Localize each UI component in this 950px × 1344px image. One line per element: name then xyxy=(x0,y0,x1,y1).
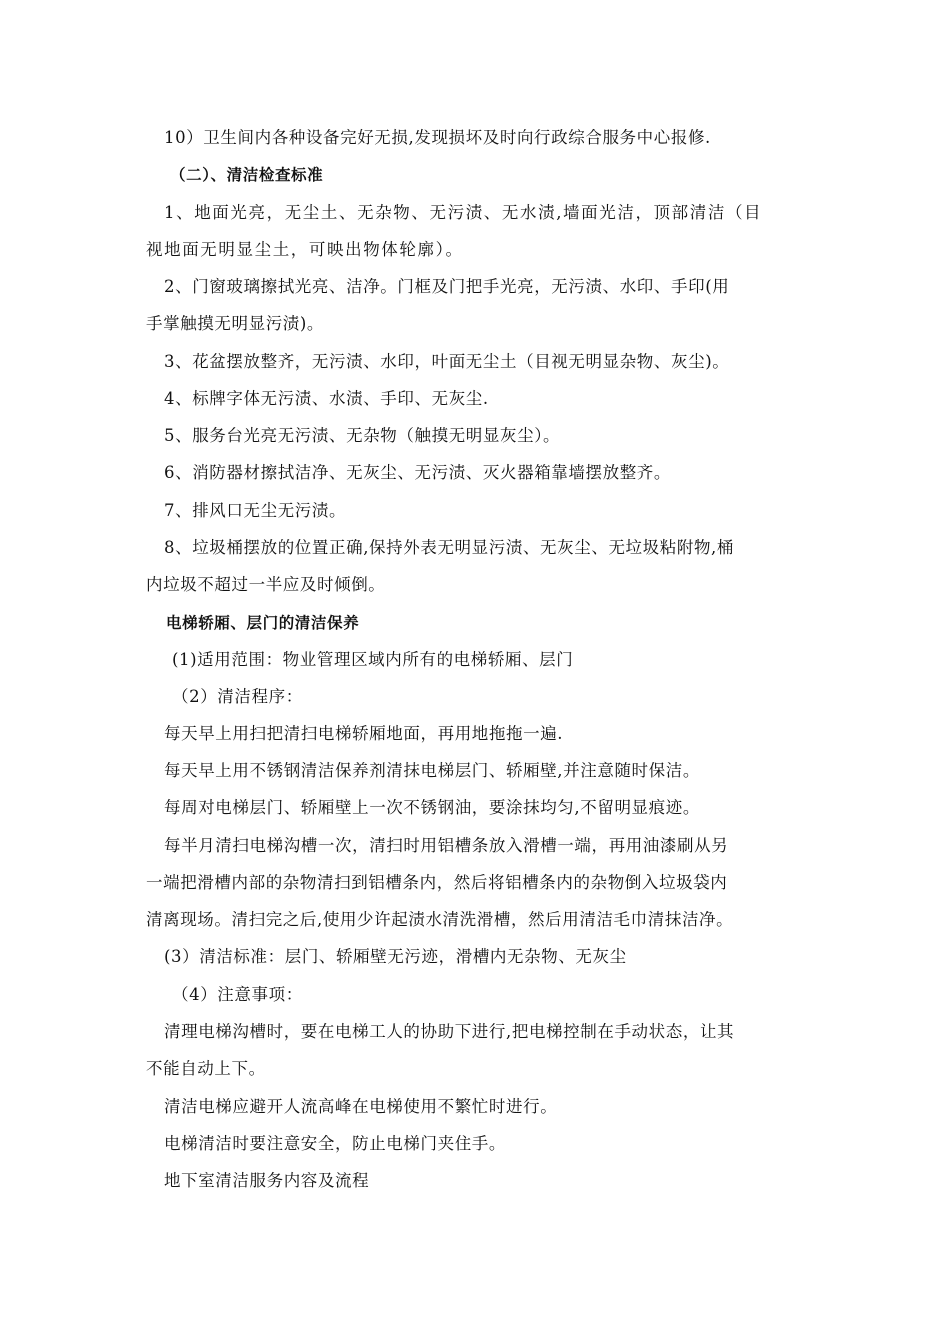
note-groove-line-1: 清理电梯沟槽时，要在电梯工人的协助下进行,把电梯控制在手动状态，让其 xyxy=(164,1022,735,1041)
standard-8-line-1: 8、垃圾桶摆放的位置正确,保持外表无明显污渍、无灰尘、无垃圾粘附物,桶 xyxy=(164,538,734,557)
note-safety: 电梯清洁时要注意安全，防止电梯门夹住手。 xyxy=(164,1134,506,1153)
standard-2-line-2: 手掌触摸无明显污渍)。 xyxy=(146,314,325,333)
standard-2-line-1: 2、门窗玻璃擦拭光亮、洁净。门框及门把手光亮，无污渍、水印、手印(用 xyxy=(164,277,730,296)
note-avoid-peak: 清洁电梯应避开人流高峰在电梯使用不繁忙时进行。 xyxy=(164,1097,558,1116)
item-10-text: 10）卫生间内各种设备完好无损,发现损坏及时向行政综合服务中心报修. xyxy=(164,128,711,147)
standard-4: 4、标牌字体无污渍、水渍、手印、无灰尘. xyxy=(164,389,489,408)
basement-heading: 地下室清洁服务内容及流程 xyxy=(164,1171,370,1190)
procedure-halfmonth-line-1: 每半月清扫电梯沟槽一次，清扫时用铝槽条放入滑槽一端，再用油漆刷从另 xyxy=(164,836,729,855)
section-heading-elevator: 电梯轿厢、层门的清洁保养 xyxy=(166,614,360,632)
standard-6: 6、消防器材擦拭洁净、无灰尘、无污渍、灭火器箱靠墙摆放整齐。 xyxy=(164,463,671,482)
standard-8-line-2: 内垃圾不超过一半应及时倾倒。 xyxy=(146,575,386,594)
elevator-cleaning-standard: (3）清洁标准：层门、轿厢壁无污迹，滑槽内无杂物、无灰尘 xyxy=(164,947,627,966)
standard-1-line-2: 视地面无明显尘土，可映出物体轮廓）。 xyxy=(146,240,464,259)
standard-7: 7、排风口无尘无污渍。 xyxy=(164,501,347,520)
procedure-daily-sweep: 每天早上用扫把清扫电梯轿厢地面，再用地拖拖一遍. xyxy=(164,724,564,743)
note-groove-line-2: 不能自动上下。 xyxy=(146,1059,266,1078)
procedure-weekly-oil: 每周对电梯层门、轿厢壁上一次不锈钢油，要涂抹均匀,不留明显痕迹。 xyxy=(164,798,700,817)
elevator-notes-heading: （4）注意事项： xyxy=(172,985,303,1004)
elevator-procedure-heading: （2）清洁程序： xyxy=(172,687,303,706)
procedure-halfmonth-line-2: 一端把滑槽内部的杂物清扫到铝槽条内，然后将铝槽条内的杂物倒入垃圾袋内 xyxy=(146,873,728,892)
standard-3: 3、花盆摆放整齐，无污渍、水印，叶面无尘土（目视无明显杂物、灰尘)。 xyxy=(164,352,730,371)
procedure-halfmonth-line-3: 清离现场。清扫完之后,使用少许起渍水清洗滑槽，然后用清洁毛巾清抹洁净。 xyxy=(146,910,734,929)
standard-5: 5、服务台光亮无污渍、无杂物（触摸无明显灰尘）。 xyxy=(164,426,561,445)
standard-1-line-1: 1、地面光亮，无尘土、无杂物、无污渍、无水渍,墙面光洁，顶部清洁（目 xyxy=(164,203,763,222)
procedure-daily-wipe: 每天早上用不锈钢清洁保养剂清抹电梯层门、轿厢壁,并注意随时保洁。 xyxy=(164,761,700,780)
elevator-scope: (1)适用范围：物业管理区域内所有的电梯轿厢、层门 xyxy=(172,650,574,669)
section-heading-inspection-standard: （二）、清洁检查标准 xyxy=(170,166,324,184)
